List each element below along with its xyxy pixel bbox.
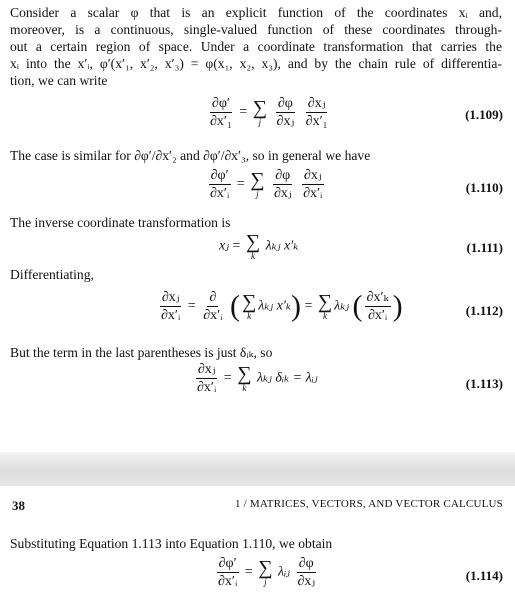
eq111-lhs: xⱼ [219, 238, 229, 254]
differentiating-text: Differentiating, [10, 267, 94, 282]
eq109-sum-index: j [258, 117, 262, 127]
eq112-inner: λₖⱼ x′ₖ [258, 298, 291, 314]
eq112-lhs-num: ∂xⱼ [161, 290, 180, 305]
intro-line: out a certain region of space. Under a coordinate transformation that carries the [10, 39, 502, 54]
eq112-p-den: ∂x′ᵢ [367, 308, 388, 323]
eq109-number: (1.109) [465, 107, 503, 122]
eq114-sum-index: j [264, 577, 267, 587]
eq112-op-num: ∂ [209, 290, 217, 305]
eq114-r-den: ∂xⱼ [297, 574, 316, 589]
eq110-r2-den: ∂x′ᵢ [303, 186, 323, 201]
eq110-sum-index: j [256, 189, 259, 199]
eq109-r1-num: ∂φ [277, 96, 293, 111]
case-text: The case is similar for ∂φ′/∂x′₂ and ∂φ′/∂x′₃, so in general we have [10, 148, 371, 163]
eq111-sum-index: k [250, 251, 255, 261]
equation-1-113: $\frac{\text{∂xⱼ}}{\text{∂x′ᵢ}}$ = ∑ k λₖⱼ δᵢₖ = λᵢⱼ [197, 362, 318, 395]
inverse-text: The inverse coordinate transformation is [10, 215, 231, 230]
eq113-lhs-num: ∂xⱼ [197, 362, 216, 377]
eq109-lhs-num: ∂φ′ [211, 96, 230, 111]
eq113-number: (1.113) [465, 376, 503, 391]
eq114-lhs-den: ∂x′ᵢ [218, 574, 238, 589]
eq110-lhs-den: ∂x′ᵢ [210, 186, 230, 201]
eq111-term: λₖⱼ x′ₖ [265, 238, 299, 254]
eq112-sum-index-b: k [323, 311, 328, 321]
eq113-term: λₖⱼ δᵢₖ = λᵢⱼ [256, 370, 318, 386]
eq110-r1-num: ∂φ [275, 168, 291, 183]
equation-1-109: $\frac{\partial\varphi'}{\text{∂x′₁}}$ = ∑ j $\frac{\partial\varphi}{\text{∂xⱼ}}$ $\frac{\text{∂xⱼ}}{\text{∂x′₁}}$ [210, 96, 328, 129]
running-head: 1 / MATRICES, VECTORS, AND VECTOR CALCULUS [235, 498, 503, 510]
equation-1-111: xⱼ = ∑ k λₖⱼ x′ₖ [219, 231, 299, 261]
eq112-p-num: ∂x′ₖ [366, 290, 389, 305]
eq113-lhs-den: ∂x′ᵢ [197, 380, 217, 395]
eq109-r2-den: ∂x′₁ [305, 114, 328, 129]
last-paren-text: But the term in the last parentheses is just δᵢₖ, so [10, 345, 273, 360]
eq112-lambda: λₖⱼ [334, 298, 350, 314]
equation-1-112: $\frac{\text{∂xⱼ}}{\text{∂x′ᵢ}}$ = $\frac{\partial}{\text{∂x′ᵢ}}$ ( ∑ k λₖⱼ x′ₖ) = ∑ k λₖⱼ ( $\frac{\text{∂x′ₖ}}{\text{∂x′ᵢ}}$ ) [161, 289, 403, 323]
eq112-sum-index-a: k [247, 311, 252, 321]
eq111-number: (1.111) [466, 240, 503, 255]
eq110-lhs-num: ∂φ′ [210, 168, 229, 183]
eq112-op-den: ∂x′ᵢ [203, 308, 223, 323]
intro-line: xᵢ into the x′ᵢ, φ′(x′₁, x′₂, x′₃) = φ(x₁, x₂, x₃), and by the chain rule of differentia- [10, 56, 502, 71]
eq114-term: λᵢⱼ [277, 564, 290, 580]
equation-1-114: $\frac{\partial\varphi'}{\text{∂x′ᵢ}}$ = ∑ j λᵢⱼ $\frac{\partial\varphi}{\text{∂xⱼ}}$ [218, 556, 316, 589]
eq114-number: (1.114) [465, 568, 503, 583]
equation-1-110: $\frac{\partial\varphi'}{\text{∂x′ᵢ}}$ = ∑ j $\frac{\partial\varphi}{\text{∂xⱼ}}$ $\frac{\text{∂xⱼ}}{\text{∂x′ᵢ}}$ [210, 168, 323, 201]
eq114-r-num: ∂φ [298, 556, 314, 571]
eq112-number: (1.112) [465, 303, 503, 318]
eq109-lhs-den: ∂x′₁ [210, 114, 232, 129]
intro-paragraph [10, 4, 502, 89]
page-number: 38 [12, 498, 25, 513]
eq110-r1-den: ∂xⱼ [273, 186, 292, 201]
eq114-lhs-num: ∂φ′ [218, 556, 237, 571]
eq110-number: (1.110) [465, 180, 503, 195]
eq109-r2-num: ∂xⱼ [307, 96, 326, 111]
eq110-r2-num: ∂xⱼ [303, 168, 322, 183]
eq112-lhs-den: ∂x′ᵢ [161, 308, 181, 323]
eq109-r1-den: ∂xⱼ [276, 114, 295, 129]
substituting-text: Substituting Equation 1.113 into Equation 1.110, we obtain [10, 536, 333, 551]
intro-line: Consider a scalar φ that is an explicit function of the coordinates xᵢ and, [10, 5, 502, 20]
eq113-sum-index: k [242, 383, 247, 393]
page-separator [0, 452, 515, 486]
intro-line: moreover, is a continuous, single-valued function of these coordinates through- [10, 22, 502, 37]
intro-line: tion, we can write [10, 73, 108, 88]
